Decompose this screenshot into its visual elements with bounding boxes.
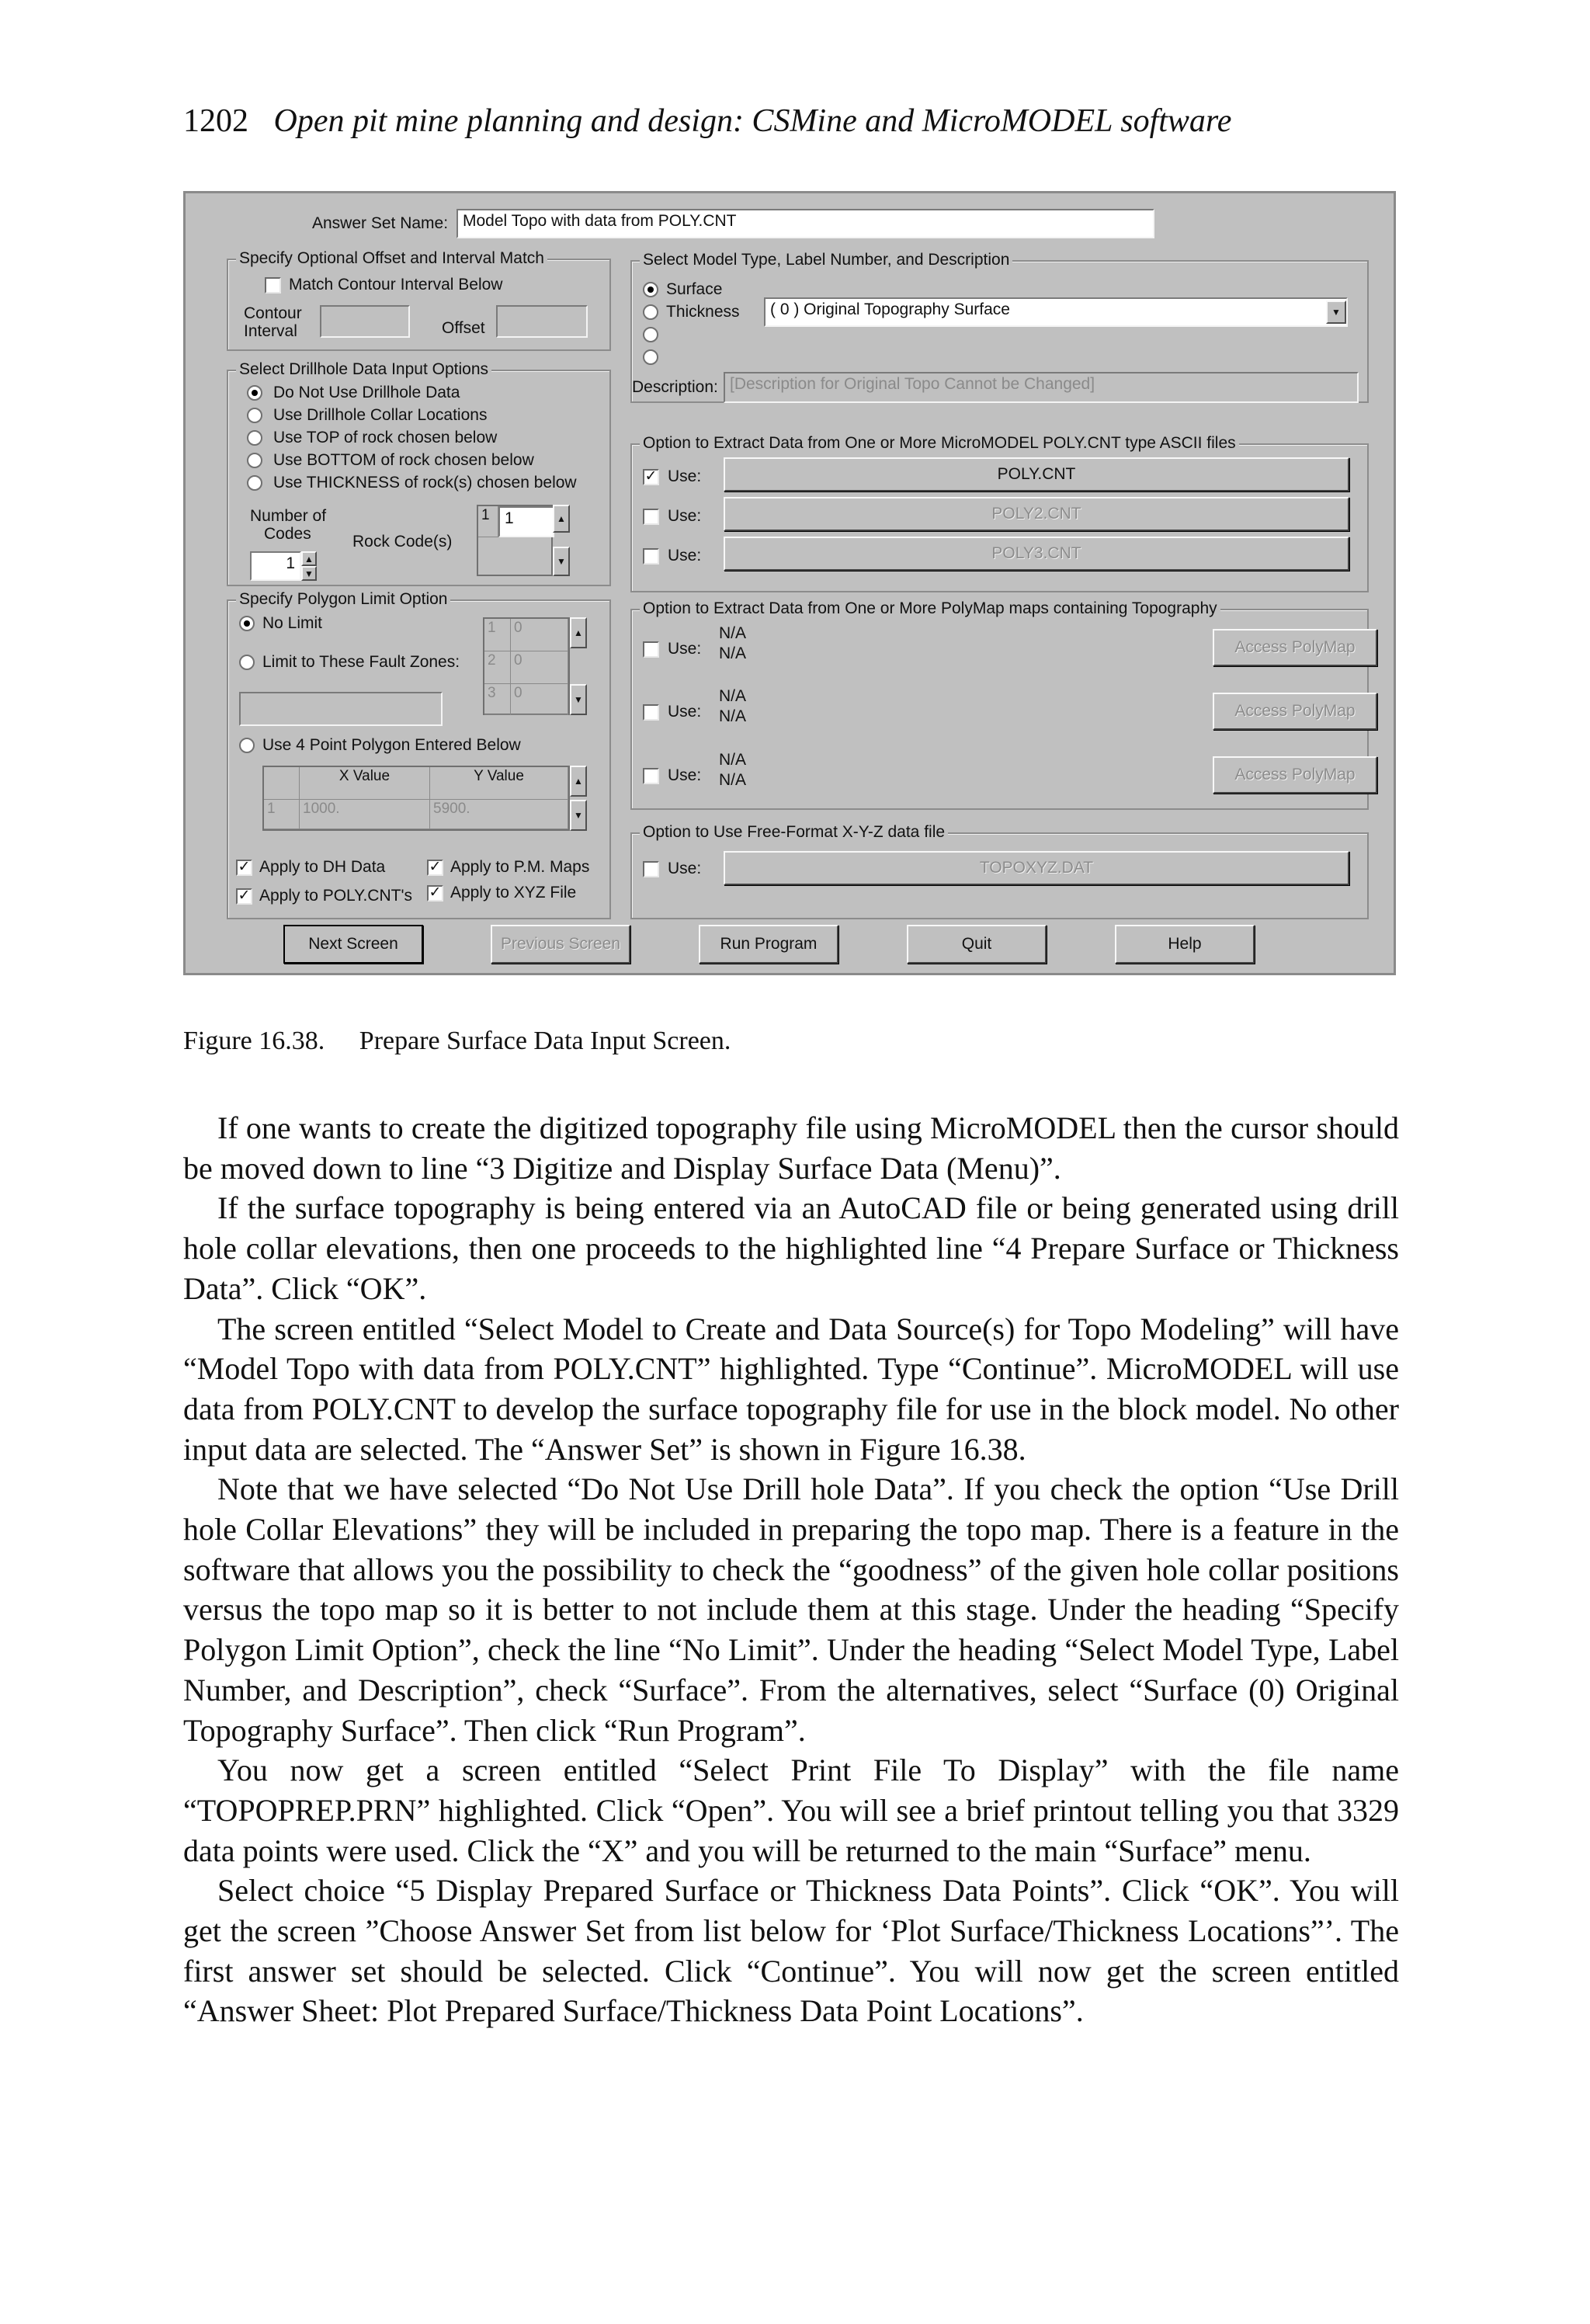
rock-code-row-index: 1 [478,506,498,537]
use-label: Use: [668,703,702,721]
apply-pm-label: Apply to P.M. Maps [450,858,590,876]
description-label: Description: [632,378,718,396]
use-polymap-checkbox[interactable] [643,641,659,658]
apply-dh-checkbox[interactable]: ✓ [236,860,252,876]
rock-codes-grid [477,505,553,576]
use-xyz-checkbox[interactable] [643,861,659,877]
zone-value[interactable]: 0 [511,651,568,684]
rock-codes-scroll-up[interactable]: ▲ [553,505,570,533]
surface-data-input-dialog [183,191,1396,975]
fault-zones-grid [483,617,570,715]
apply-xyz-checkbox[interactable]: ✓ [427,885,443,901]
use-label: Use: [668,547,702,564]
codes-label: Codes [264,525,311,543]
points-scroll-down[interactable]: ▼ [570,800,587,831]
use-poly-checkbox[interactable]: ✓ [643,469,659,485]
use-label: Use: [668,766,702,784]
polygon-limit-group [227,590,611,919]
access-polymap-button[interactable]: Access PolyMap [1213,629,1377,666]
na-label: N/A [719,751,747,769]
label-number-select[interactable] [764,297,1348,327]
rock-codes-scroll-down[interactable]: ▼ [553,547,570,576]
polymap-group-title: Option to Extract Data from One or More PolyMap maps containing Topography [640,599,1220,618]
body-text [183,1108,1399,2031]
figure-number: Figure 16.38. [183,1027,325,1055]
drillhole-option-radio[interactable] [247,475,262,491]
answer-set-input[interactable]: Model Topo with data from POLY.CNT [457,209,1154,238]
num-codes-input[interactable]: 1 [250,551,301,581]
drillhole-option: Use Drillhole Collar Locations [273,406,488,424]
use-poly3-checkbox[interactable] [643,548,659,564]
drillhole-option: Use TOP of rock chosen below [273,429,498,446]
grid-corner [264,767,300,800]
page-number: 1202 [183,103,248,139]
drillhole-option-radio[interactable] [247,430,262,446]
paragraph: Select choice “5 Display Prepared Surface or Thickness Data Points”. Click “OK”. You will get the screen ”Choose Answer Set from list below for ‘Plot Surface/Thickness Locations”’. The first answer set should be selected. Click “Continue”. You will now get the screen entitled “Answer Sheet: Plot Prepared Surface/Thickness Data Point Locations”. [183,1873,1399,2029]
description-input[interactable]: [Description for Original Topo Cannot be Changed] [724,372,1359,403]
paragraph: The screen entitled “Select Model to Create and Data Source(s) for Topo Modeling” will have “Model Topo with data from POLY.CNT” highlighted. Type “Continue”. MicroMODEL will use data from POLY.CNT to develop the surface topography file for use in the block model. No other input data are selected. The “Answer Set” is shown in Figure 16.38. [183,1311,1399,1467]
thickness-radio[interactable] [643,304,658,320]
running-title: Open pit mine planning and design: CSMine and MicroMODEL software [273,103,1232,139]
poly3-file-button[interactable]: POLY3.CNT [724,537,1349,571]
zone-index: 2 [484,651,511,684]
poly-file-button[interactable]: POLY.CNT [724,457,1349,492]
use-label: Use: [668,640,702,658]
rock-codes-label: Rock Code(s) [352,533,453,551]
fault-zones-label: Limit to These Fault Zones: [262,653,460,671]
access-polymap-button[interactable]: Access PolyMap [1213,756,1377,794]
na-label: N/A [719,624,747,642]
paragraph: If one wants to create the digitized topography file using MicroMODEL then the cursor should be moved down to line “3 Digitize and Display Surface Data (Menu)”. [183,1110,1399,1186]
use-label: Use: [668,860,702,877]
offset-input[interactable] [496,305,588,338]
paragraph: You now get a screen entitled “Select Print File To Display” with the file name “TOPOPREP.PRN” highlighted. Click “Open”. You will see a brief printout telling you that 3329 data points were used. Click the “X” and you will be returned to the main “Surface” menu. [183,1753,1399,1868]
use-polymap-checkbox[interactable] [643,704,659,721]
apply-poly-checkbox[interactable]: ✓ [236,888,252,905]
surface-radio[interactable] [643,282,658,297]
apply-xyz-label: Apply to XYZ File [450,884,577,901]
zone-value[interactable]: 0 [511,619,568,651]
fault-zones-input[interactable] [239,692,443,726]
polycnt-group-title: Option to Extract Data from One or More MicroMODEL POLY.CNT type ASCII files [640,434,1239,453]
polymap-group [630,599,1369,810]
zone-index: 3 [484,684,511,715]
quit-button[interactable]: Quit [907,925,1047,964]
rock-code-input[interactable]: 1 [498,506,554,537]
polygon-points-grid [262,766,570,831]
drillhole-option: Use THICKNESS of rock(s) chosen below [273,474,577,492]
zone-value[interactable]: 0 [511,684,568,715]
na-label: N/A [719,707,747,725]
polycnt-group [630,434,1369,592]
contour-interval-input[interactable] [320,305,410,338]
surface-label: Surface [666,280,723,298]
drillhole-option-radio[interactable] [247,408,262,423]
xyz-group [630,823,1369,919]
use-polymap-checkbox[interactable] [643,768,659,784]
four-point-label: Use 4 Point Polygon Entered Below [262,736,521,754]
zone-index: 1 [484,619,511,651]
interval-label: Interval [244,322,297,340]
apply-dh-label: Apply to DH Data [259,858,386,876]
drillhole-option-radio[interactable] [247,385,262,401]
label-number-value: ( 0 ) Original Topography Surface [770,300,1010,318]
four-point-radio[interactable] [239,738,255,753]
model-group-title: Select Model Type, Label Number, and Description [640,251,1012,269]
x-value-header: X Value [300,767,430,800]
na-label: N/A [719,771,747,789]
apply-pm-checkbox[interactable]: ✓ [427,860,443,876]
paragraph: Note that we have selected “Do Not Use Drill hole Data”. If you check the option “Use Drill hole Collar Elevations” they will be included in preparing the topo map. There is a feature in the software that allows you the possibility to check the “goodness” of the given hole collar positions versus the topo map so it is better to not include them at this stage. Under the heading “Specify Polygon Limit Option”, check the line “No Limit”. Under the heading “Select Model Type, Label Number, and Description”, check “Surface”. From the alternatives, select “Surface (0) Original Topography Surface”. Then click “Run Program”. [183,1471,1399,1748]
fault-zones-radio[interactable] [239,655,255,670]
thickness-label: Thickness [666,303,740,321]
na-label: N/A [719,687,747,705]
answer-set-label: Answer Set Name: [312,214,449,232]
drillhole-option-radio[interactable] [247,453,262,468]
help-button[interactable]: Help [1115,925,1255,964]
access-polymap-button[interactable]: Access PolyMap [1213,693,1377,730]
model-type-group [630,251,1369,403]
no-limit-radio[interactable] [239,616,255,631]
xyz-file-button[interactable]: TOPOXYZ.DAT [724,851,1349,885]
label-number-dropdown-button[interactable]: ▼ [1326,300,1346,324]
num-codes-up-button[interactable]: ▲ [301,551,317,566]
next-screen-button[interactable]: Next Screen [283,925,423,964]
offset-label: Offset [442,319,485,337]
contour-label: Contour [244,304,302,322]
fault-zones-scroll-down[interactable]: ▼ [570,684,587,715]
point-row-index: 1 [264,800,300,829]
fault-zones-scroll-up[interactable]: ▲ [570,617,587,648]
drillhole-option: Do Not Use Drillhole Data [273,384,460,401]
offset-group [227,249,611,351]
polygon-group-title: Specify Polygon Limit Option [236,590,450,609]
no-limit-label: No Limit [262,614,323,632]
match-contour-label: Match Contour Interval Below [289,276,503,294]
figure-caption [183,1027,731,1056]
drillhole-group-title: Select Drillhole Data Input Options [236,360,491,379]
x-value-cell[interactable]: 1000. [300,800,430,829]
y-value-cell[interactable]: 5900. [430,800,568,829]
poly2-file-button[interactable]: POLY2.CNT [724,497,1349,531]
num-codes-label: Number of [250,507,327,525]
drillhole-group [227,360,611,586]
model-type-radio[interactable] [643,327,658,342]
num-codes-down-button[interactable]: ▼ [301,566,317,581]
y-value-header: Y Value [430,767,568,800]
model-type-radio[interactable] [643,349,658,365]
points-scroll-up[interactable]: ▲ [570,766,587,797]
figure-caption-text: Prepare Surface Data Input Screen. [359,1027,731,1055]
use-poly2-checkbox[interactable] [643,509,659,525]
xyz-group-title: Option to Use Free-Format X-Y-Z data file [640,823,948,842]
na-label: N/A [719,644,747,662]
paragraph: If the surface topography is being entered via an AutoCAD file or being generated using drill hole collar elevations, then one proceeds to the highlighted line “4 Prepare Surface or Thickness Data”. Click “OK”. [183,1190,1399,1306]
offset-group-title: Specify Optional Offset and Interval Match [236,249,547,268]
match-contour-checkbox[interactable] [265,277,281,294]
run-program-button[interactable]: Run Program [699,925,838,964]
previous-screen-button[interactable]: Previous Screen [491,925,630,964]
use-label: Use: [668,507,702,525]
drillhole-option: Use BOTTOM of rock chosen below [273,451,534,469]
apply-poly-label: Apply to POLY.CNT's [259,887,412,905]
use-label: Use: [668,467,702,485]
running-header [183,102,1231,140]
